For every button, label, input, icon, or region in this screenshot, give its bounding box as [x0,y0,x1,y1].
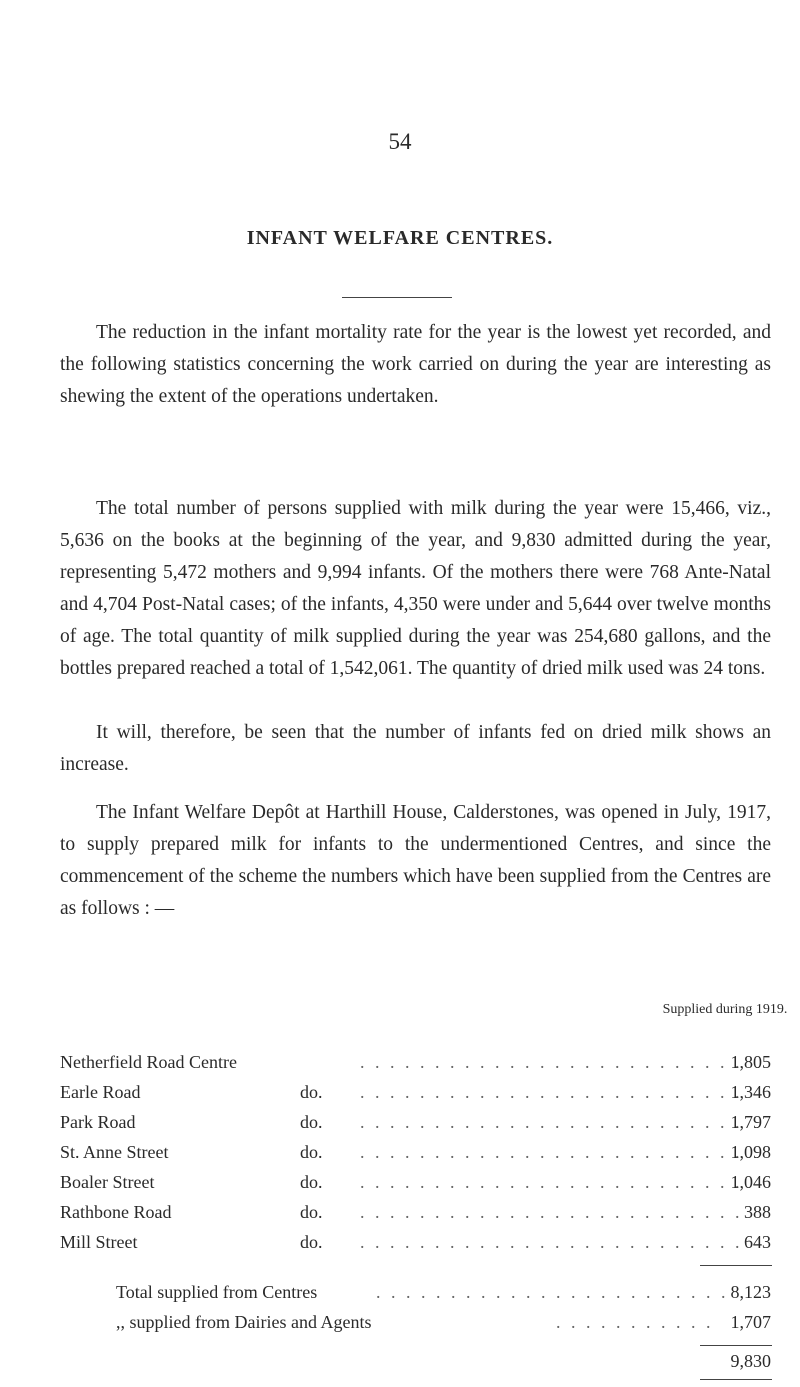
ditto-mark: do. [300,1142,323,1162]
dot-leader: . . . . . . . . . . . . . . . . . . . . . . . . . . [360,1052,743,1072]
supplied-value: 1,046 [730,1172,771,1192]
ditto-mark: do. [300,1082,323,1102]
table-row [60,1232,771,1260]
paragraph: The reduction in the infant mortality rate for the year is the lowest yet recorded, and the following statistics concerning the work carried on during the year are interesting as shewing the extent of the operations undertaken. [60,322,771,407]
ditto-mark: do. [300,1202,323,1222]
supplied-value: 1,098 [730,1142,771,1162]
supplied-value: 1,346 [730,1082,771,1102]
centre-name: Mill Street [60,1232,138,1252]
centre-name: Rathbone Road [60,1202,172,1222]
dot-leader: . . . . . . . . . . . [556,1312,714,1332]
ditto-mark: do. [300,1112,323,1132]
grand-total-value: 9,830 [730,1351,771,1371]
total-value: 8,123 [730,1282,771,1302]
ditto-mark: do. [300,1172,323,1192]
centre-name: Earle Road [60,1082,141,1102]
dot-leader: . . . . . . . . . . . . . . . . . . . . . . . . . . [360,1082,743,1102]
table-row [60,1052,771,1080]
dot-leader: . . . . . . . . . . . . . . . . . . . . . . . . . . [360,1142,743,1162]
total-label: Total supplied from Centres [116,1282,318,1302]
supplied-value: 388 [744,1202,771,1222]
ditto-mark: do. [300,1232,323,1252]
paragraph: It will, therefore, be seen that the number of infants fed on dried milk shows an increase. [60,722,771,775]
page-title: INFANT WELFARE CENTRES. [246,227,554,249]
table-row [60,1202,771,1230]
centre-name: St. Anne Street [60,1142,169,1162]
total-label: ,, supplied from Dairies and Agents [116,1312,372,1332]
centre-name: Park Road [60,1112,136,1132]
total-value: 1,707 [730,1312,771,1332]
supplied-value: 643 [744,1232,771,1252]
dot-leader: . . . . . . . . . . . . . . . . . . . . . . . . . . [360,1172,743,1192]
centre-name: Boaler Street [60,1172,155,1192]
page-number: 54 [388,129,412,154]
supplied-column-header: Supplied during 1919. [662,1002,788,1017]
table-row [60,1172,771,1200]
dot-leader: . . . . . . . . . . . . . . . . . . . . . . . . [376,1282,729,1302]
grand-total-rule [700,1379,772,1380]
subtotal-rule [700,1265,772,1266]
dot-leader: . . . . . . . . . . . . . . . . . . . . . . . . . . [360,1112,743,1132]
grand-total-row [60,1351,771,1379]
total-rule [700,1345,772,1346]
table-row [60,1112,771,1140]
dot-leader: . . . . . . . . . . . . . . . . . . . . . . . . . . [360,1202,743,1222]
supplied-value: 1,805 [730,1052,771,1072]
table-row [60,1142,771,1170]
total-row [116,1312,771,1340]
paragraph: The Infant Welfare Depôt at Harthill House, Calderstones, was opened in July, 1917, to supply prepared milk for infants to the undermentioned Centres, and since the commencement of the scheme the numbers which have been supplied from the Centres are as follows : — [60,802,771,919]
title-rule [342,297,452,298]
dot-leader: . . . . . . . . . . . . . . . . . . . . . . . . . . [360,1232,743,1252]
total-row [116,1282,771,1310]
centre-name: Netherfield Road Centre [60,1052,237,1072]
table-row [60,1082,771,1110]
paragraph: The total number of persons supplied with milk during the year were 15,466, viz., 5,636 on the books at the beginning of the year, and 9,830 admitted during the year, representing 5,472 mothers and 9,994 infants. Of the mothers there were 768 Ante-Natal and 4,704 Post-Natal cases; of the infants, 4,350 were under and 5,644 over twelve months of age. The total quantity of milk supplied during the year was 254,680 gallons, and the bottles prepared reached a total of 1,542,061. The quantity of dried milk used was 24 tons. [60,498,771,679]
supplied-value: 1,797 [730,1112,771,1132]
